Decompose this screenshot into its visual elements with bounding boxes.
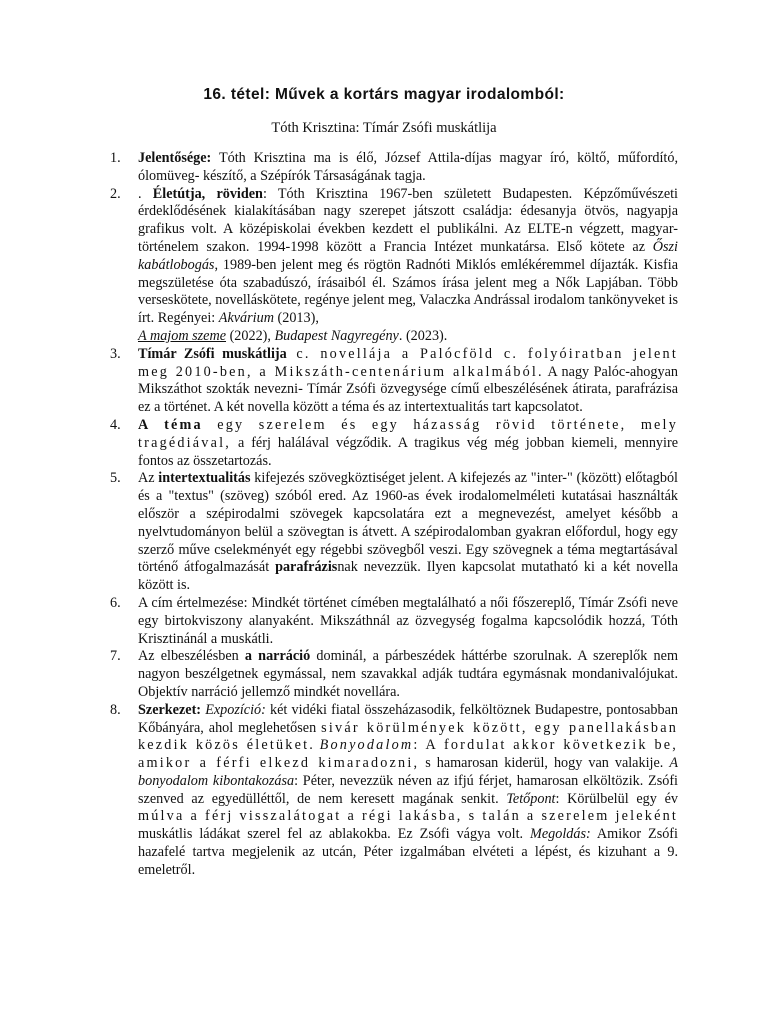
list-number: 1.: [110, 150, 121, 166]
item-text: s hamarosan kiderül, hogy van valakije.: [419, 755, 670, 772]
book-title: A majom szeme: [138, 327, 227, 344]
list-number: 8.: [110, 701, 121, 718]
list-number: 3.: [110, 345, 121, 362]
item-text: dominál, a párbeszédek háttérbe szorulnak. A szereplők nem nagyon beszélgetnek egymással, nem szavakkal adják tudtára egymásnak mondanivalójukat. Objektív narráció jellemző mindkét novellára.: [138, 648, 678, 700]
item-label: Életútja, röviden: [152, 185, 263, 202]
item-prefix: Az elbeszélésben: [138, 648, 245, 665]
item-text: : Tóth Krisztina 1967-ben született Budapesten. Képzőművészeti érdeklődésének kialakításában nagy szerepet játszott családja: édesanyja ötvös, nagyapja grafikus volt. A középiskolai években kezdett el publikálni. Az ELTE-n végzett, magyar-történelem szakon. 1994-1998 között a Francia Intézet munkatársa. Első kötete az: [138, 185, 678, 255]
item-text: Amikor Zsófi hazafelé tartva megjelenik az utcán, Péter izgalmában elvéteti a lépést, és kizuhant a 9. emeletről.: [138, 826, 678, 878]
list-number: 7.: [110, 648, 121, 665]
list-number: 5.: [110, 470, 121, 487]
list-item: [110, 594, 678, 648]
item-text: muskátlis ládákat szerel fel az ablakokba. Ez Zsófi vágya volt.: [138, 826, 531, 843]
item-label: Szerkezet:: [138, 701, 202, 718]
item-text: sivár körülmények között, egy panellakásban kezdik közös életüket.: [138, 719, 678, 754]
item-text: (2013),: [273, 310, 319, 327]
item-text: nak nevezzük. Ilyen kapcsolat mutatható ki a két novella között is.: [138, 559, 678, 594]
item-label: a narráció: [244, 648, 311, 665]
item-text: : A fordulat akkor következik be, amikor a férfi elkezd kimaradozni,: [138, 737, 678, 772]
item-text: . (2023).: [398, 327, 448, 344]
book-title: Őszi kabátlobogás: [138, 238, 678, 273]
item-label: Jelentősége:: [138, 150, 212, 166]
item-text: , 1989-ben jelent meg és rögtön Radnóti Miklós emlékéremmel díjazták. Kisfia megszületése óta szabadúszó, írásaiból él. Számos írása jelent meg a Nők Lapjában. Több verseskötete, novelláskötete, regénye jelent meg, Valaczka Andrással irodalom tankönyveket is írt. Regényei:: [138, 256, 678, 327]
item-label: parafrázis: [275, 559, 338, 576]
book-title: Budapest Nagyregény: [274, 327, 399, 344]
book-title: Akvárium: [218, 310, 274, 327]
item-text: két vidéki fiatal összeházasodik, felköltöznek Budapestre, pontosabban Kőbányára, ahol meglehetősen: [138, 701, 678, 736]
list-item: [110, 701, 678, 880]
item-text: egy szerelem és egy házasság rövid története, mely tragédiával,: [138, 416, 678, 451]
item-label: intertextualitás: [158, 470, 251, 487]
list-number: 2.: [110, 185, 121, 202]
list-number: 6.: [110, 594, 121, 611]
list-number: 4.: [110, 416, 121, 433]
item-prefix: .: [138, 185, 153, 202]
list-item: [110, 416, 678, 470]
list-item: [110, 150, 678, 186]
item-text: múlva a férj visszalátogat a régi lakásba, s talán a szerelem jeleként: [138, 808, 678, 825]
item-text: Tóth Krisztina ma is élő, József Attila-díjas magyar író, költő, műfordító, ólomüveg- készítő, a Szépírók Társaságának tagja.: [138, 150, 678, 184]
document-subtitle: Tóth Krisztina: Tímár Zsófi muskátlija: [271, 120, 497, 136]
list-item: [110, 345, 678, 417]
item-text: c. novellája a Palócföld c. folyóiratban jelent meg 2010-ben, a Mikszáth-centenárium alkalmából.: [138, 345, 678, 380]
list-item: [110, 185, 678, 346]
item-text: a férj halálával végződik. A tragikus vég még jobban kiemeli, mennyire fontos az összetartozás.: [138, 434, 678, 469]
item-sublabel: A bonyodalom kibontakozása: [138, 755, 678, 789]
item-label: A téma: [138, 416, 203, 433]
item-label: Tímár Zsófi muskátlija: [138, 345, 287, 362]
item-sublabel: Expozíció:: [205, 701, 266, 718]
numbered-list: [110, 150, 678, 880]
item-text: (2022),: [226, 327, 275, 344]
item-text: A cím értelmezése: Mindkét történet címében megtalálható a női főszereplő, Tímár Zsófi neve egy birtokviszony alanyaként. Mikszáthnál az özvegység fogalma kapcsolódik hozzá, Tóth Krisztinánál a muskátli.: [138, 594, 678, 647]
item-text: kifejezés szövegköztiséget jelent. A kifejezés az "inter-" (között) előtagból és a "textus" (szöveg) szóból ered. Az 1960-as évek irodalomelméleti kutatásai használták először a szépirodalmi szövegek kapcsolatára ezt a megnevezést, amelyet később a nyelvtudományon belül a szövegtan is átvett. A szépirodalomban gyakran előfordul, hogy egy szerző műve cselekményét egy régebbi szövegből veszi. Egy szövegnek a téma megtartásával történő átfogalmazását: [138, 470, 678, 576]
item-sublabel: Bonyodalom: [319, 737, 414, 754]
item-text: : Péter, nevezzük néven az ifjú férjet, hamarosan elköltözik. Zsófi szenved az egyedülléttől, de nem keresett magának senkit.: [138, 772, 678, 807]
item-sublabel: Megoldás:: [530, 826, 591, 843]
document-title: 16. tétel: Művek a kortárs magyar irodalomból:: [203, 86, 565, 103]
item-prefix: Az: [138, 470, 159, 487]
list-item: [110, 470, 678, 595]
list-item: [110, 648, 678, 701]
item-text: A nagy Palóc-ahogyan Mikszáthot szokták nevezni- Tímár Zsófi özvegysége című elbeszélésének átirata, parafrázisa ez a történet. A két novella között a téma és az intertextualitás tart kapcsolatot.: [138, 363, 678, 416]
item-sublabel: Tetőpont: [506, 790, 556, 807]
item-text: : Körülbelül egy év: [555, 790, 678, 807]
